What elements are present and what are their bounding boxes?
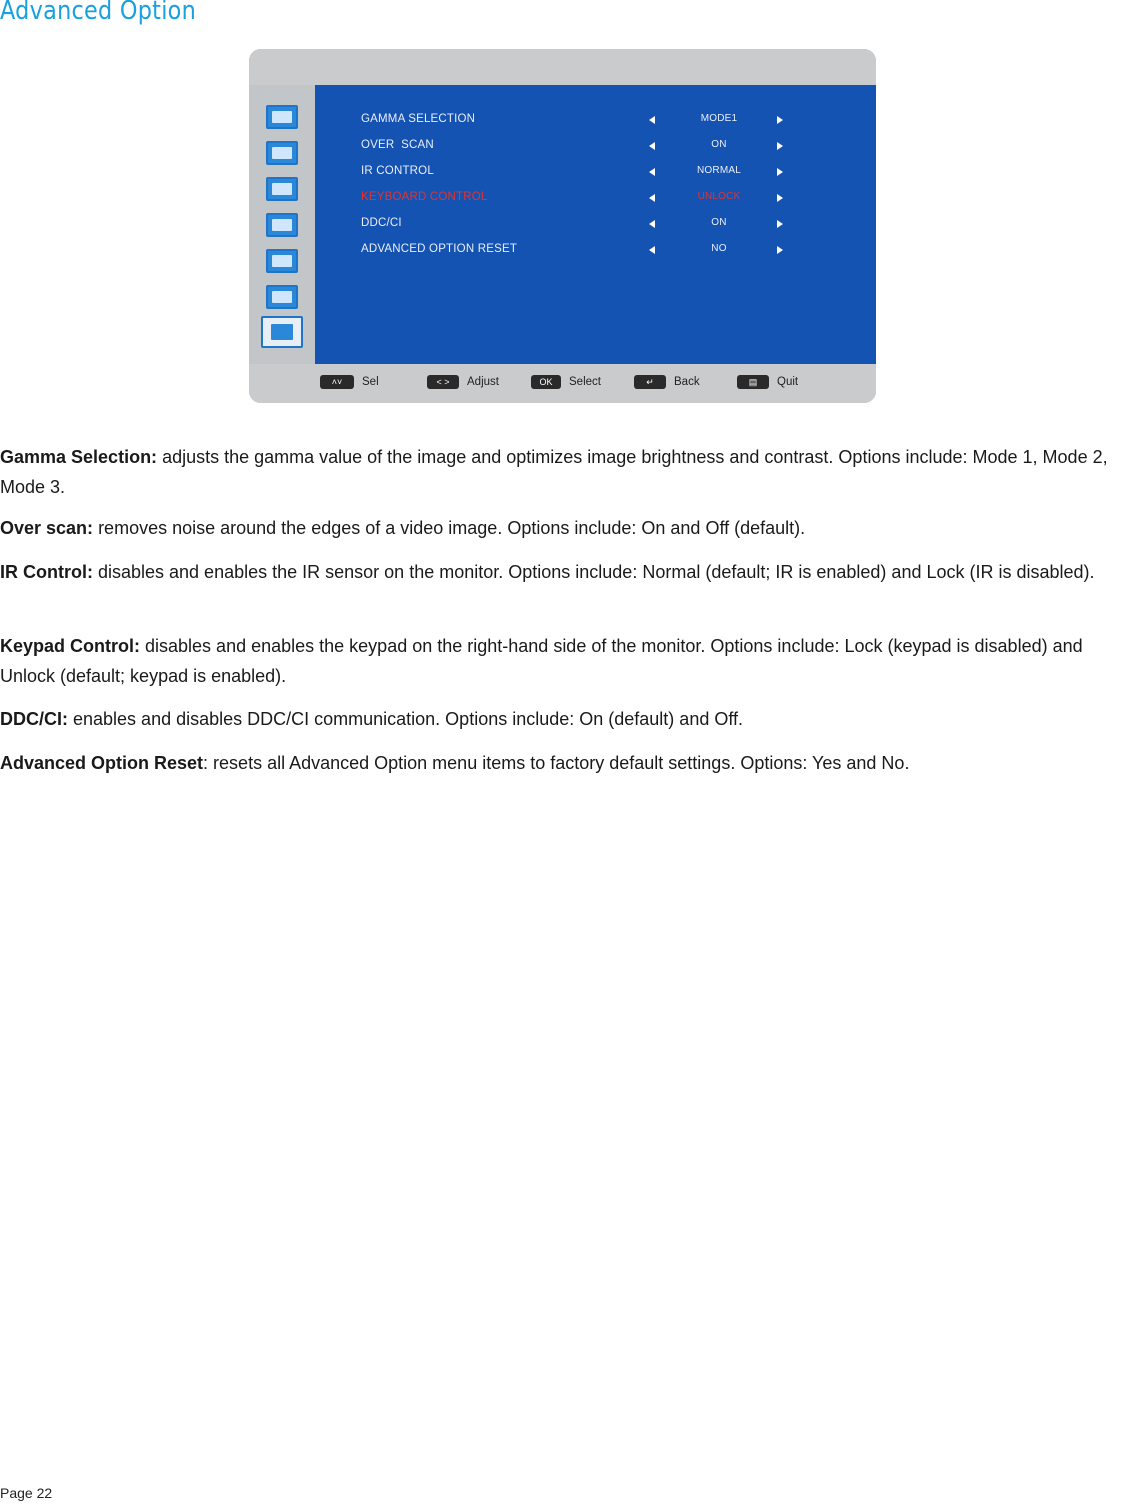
- description-text: : resets all Advanced Option menu items to factory default settings. Options: Yes and No.: [203, 753, 910, 773]
- description-text: adjusts the gamma value of the image and optimizes image brightness and contrast. Options include: Mode 1, Mode 2, Mode 3.: [0, 447, 1108, 497]
- arrow-right-icon: [777, 246, 783, 254]
- description-keypad-control: [0, 631, 1121, 691]
- osd-menu-screenshot: [249, 49, 876, 403]
- menu-item-keyboard-control: [361, 188, 801, 208]
- hint-back: [634, 375, 700, 391]
- osd-top-bar: [249, 49, 876, 85]
- osd-sidebar: [249, 85, 315, 364]
- audio-icon: [266, 177, 298, 201]
- description-term: Gamma Selection:: [0, 447, 158, 467]
- menu-item-value: UNLOCK: [697, 191, 741, 202]
- menu-item-over-scan: [361, 136, 801, 156]
- advanced-option-icon: [261, 316, 303, 348]
- menu-item-label: OVER SCAN: [361, 139, 434, 151]
- menu-item-value: MODE1: [700, 113, 738, 124]
- menu-item-advanced-option-reset: [361, 240, 801, 260]
- menu-item-ir-control: [361, 162, 801, 182]
- description-ddc-ci: [0, 704, 1121, 734]
- menu-item-label: IR CONTROL: [361, 165, 434, 177]
- pip-icon: [266, 249, 298, 273]
- description-text: disables and enables the IR sensor on the monitor. Options include: Normal (default; IR is enabled) and Lock (IR is disabled).: [92, 562, 1095, 582]
- left-right-key-icon: < >: [427, 375, 459, 389]
- hint-label: Quit: [777, 376, 799, 388]
- picture-icon: [266, 105, 298, 129]
- description-ir-control: [0, 557, 1121, 587]
- page-number: Page 22: [0, 1485, 53, 1501]
- osd-menu-panel: [315, 85, 876, 364]
- menu-item-value: ON: [711, 139, 727, 150]
- multi-window-icon: [266, 285, 298, 309]
- description-over-scan: [0, 513, 1121, 543]
- description-text: enables and disables DDC/CI communication. Options include: On (default) and Off.: [68, 709, 744, 729]
- description-term: IR Control:: [0, 562, 93, 582]
- hint-label: Select: [569, 376, 601, 388]
- arrow-right-icon: [777, 168, 783, 176]
- menu-item-label: GAMMA SELECTION: [361, 113, 476, 125]
- menu-item-gamma-selection: [361, 110, 801, 130]
- description-term: DDC/CI:: [0, 709, 68, 729]
- hint-label: Adjust: [467, 376, 499, 388]
- image-icon: [266, 213, 298, 237]
- hint-label: Sel: [362, 376, 379, 388]
- description-term: Keypad Control:: [0, 636, 141, 656]
- hint-quit: [737, 375, 798, 391]
- description-text: removes noise around the edges of a video image. Options include: On and Off (default).: [93, 518, 806, 538]
- arrow-left-icon: [649, 142, 655, 150]
- arrow-left-icon: [649, 116, 655, 124]
- arrow-left-icon: [649, 168, 655, 176]
- hint-select: [531, 375, 601, 391]
- menu-item-value: NORMAL: [697, 165, 741, 176]
- page-title: Advanced Option: [0, 0, 197, 26]
- arrow-right-icon: [777, 194, 783, 202]
- arrow-right-icon: [777, 220, 783, 228]
- back-key-icon: ↵: [634, 375, 666, 389]
- arrow-left-icon: [649, 220, 655, 228]
- menu-item-label: ADVANCED OPTION RESET: [361, 243, 518, 255]
- hint-sel: [320, 375, 379, 391]
- description-term: Over scan:: [0, 518, 94, 538]
- screen-icon: [266, 141, 298, 165]
- menu-key-icon: ▤: [737, 375, 769, 389]
- menu-item-label: DDC/CI: [361, 217, 402, 229]
- menu-item-label: KEYBOARD CONTROL: [361, 191, 488, 203]
- menu-item-value: ON: [711, 217, 727, 228]
- arrow-right-icon: [777, 142, 783, 150]
- description-advanced-option-reset: [0, 748, 1121, 778]
- osd-hint-bar: [249, 364, 876, 403]
- description-text: disables and enables the keypad on the right-hand side of the monitor. Options include: Lock (keypad is disabled) and Unlock (default; keypad is enabled).: [0, 636, 1083, 686]
- hint-adjust: [427, 375, 499, 391]
- arrow-left-icon: [649, 246, 655, 254]
- arrow-right-icon: [777, 116, 783, 124]
- hint-label: Back: [674, 376, 700, 388]
- description-term: Advanced Option Reset: [0, 753, 204, 773]
- up-down-key-icon: ˄˅: [320, 375, 354, 389]
- arrow-left-icon: [649, 194, 655, 202]
- ok-key-icon: OK: [531, 375, 561, 389]
- description-gamma-selection: [0, 442, 1121, 502]
- menu-item-ddc-ci: [361, 214, 801, 234]
- menu-item-value: NO: [711, 243, 727, 254]
